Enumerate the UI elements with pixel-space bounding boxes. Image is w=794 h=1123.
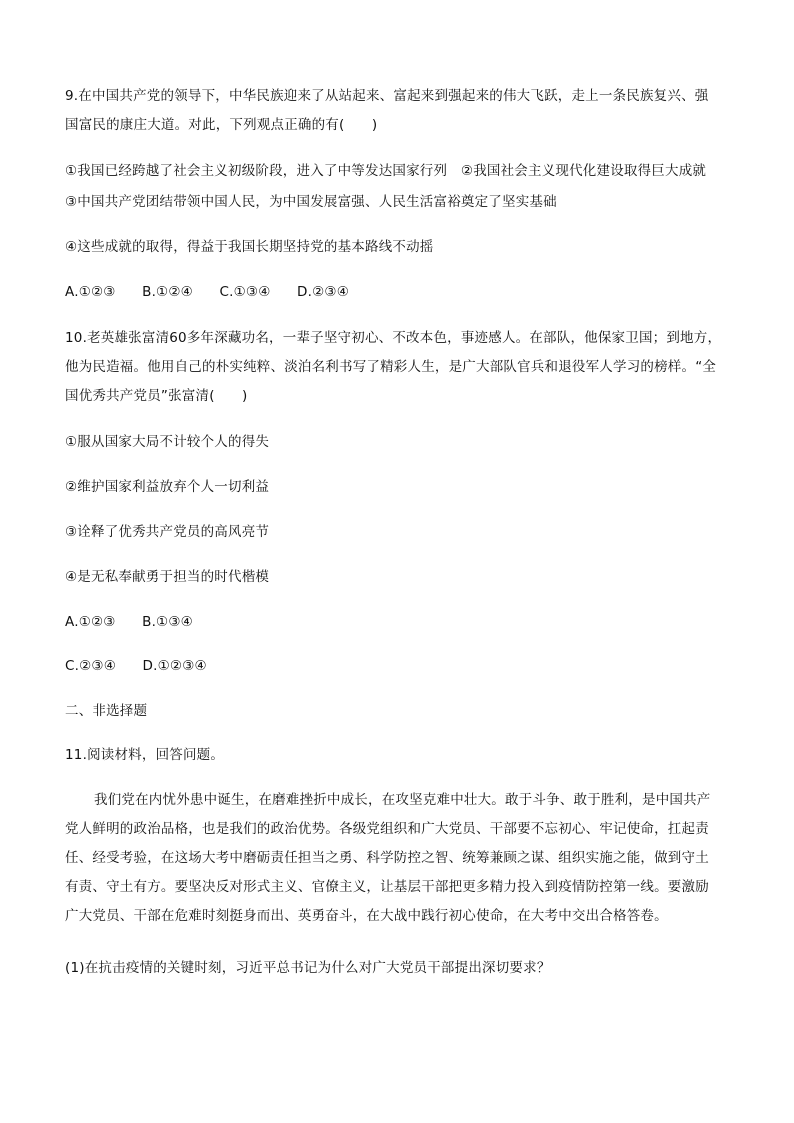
q9-statement-3: ③中国共产党团结带领中国人民，为中国发展富强、人民生活富裕奠定了坚实基础 — [65, 194, 557, 210]
q11-material-line3: 任、经受考验，在这场大考中磨砺责任担当之勇、科学防控之智、统筹兼顾之谋、组织实施之能，做到守土 — [65, 850, 709, 866]
q11-material-line1: 我们党在内忧外患中诞生，在磨难挫折中成长，在攻坚克难中壮大。敢于斗争、敢于胜利，是中国共产 — [94, 792, 711, 808]
q10-options-row1 — [65, 612, 193, 632]
q11-title: 11.阅读材料，回答问题。 — [65, 747, 225, 763]
q9-statement-4: ④这些成就的取得，得益于我国长期坚持党的基本路线不动摇 — [65, 239, 434, 255]
q10-stem-line1: 10.老英雄张富清60多年深藏功名，一辈子坚守初心、不改本色，事迹感人。在部队，他保家卫国；到地方， — [65, 330, 722, 346]
q9-stem-line1: 9.在中国共产党的领导下，中华民族迎来了从站起来、富起来到强起来的伟大飞跃，走上一条民族复兴、强 — [65, 88, 709, 104]
q11-material-line4: 有责、守土有方。要坚决反对形式主义、官僚主义，让基层干部把更多精力投入到疫情防控第一线。要激励 — [65, 879, 709, 895]
q10-option-c: C.②③④ — [65, 658, 117, 674]
q10-option-a: A.①②③ — [65, 614, 116, 630]
q11-subquestion-1: (1)在抗击疫情的关键时刻，习近平总书记为什么对广大党员干部提出深切要求？ — [65, 960, 551, 976]
q11-material-line2: 党人鲜明的政治品格，也是我们的政治优势。各级党组织和广大党员、干部要不忘初心、牢记使命，扛起责 — [65, 821, 709, 837]
q10-option-d: D.①②③④ — [142, 658, 207, 674]
q10-statement-1: ①服从国家大局不计较个人的得失 — [65, 434, 270, 450]
q9-option-c: C.①③④ — [219, 284, 271, 300]
q9-option-a: A.①②③ — [65, 284, 116, 300]
q11-material-line5: 广大党员、干部在危难时刻挺身而出、英勇奋斗，在大战中践行初心使命，在大考中交出合格答卷。 — [65, 908, 668, 924]
q10-options-row2 — [65, 656, 207, 676]
q10-statement-2: ②维护国家利益放弃个人一切利益 — [65, 479, 270, 495]
q10-stem-line3: 国优秀共产党员”张富清( ) — [65, 388, 248, 404]
q9-option-d: D.②③④ — [297, 284, 350, 300]
section-2-title: 二、非选择题 — [65, 703, 148, 719]
q10-option-b: B.①③④ — [142, 614, 193, 630]
q9-stem-line2: 国富民的康庄大道。对此，下列观点正确的有( ) — [65, 117, 378, 133]
q9-options — [65, 282, 349, 302]
q10-stem-line2: 他为民造福。他用自己的朴实纯粹、淡泊名利书写了精彩人生，是广大部队官兵和退役军人学习的榜样。“全 — [65, 359, 717, 375]
q9-statements-1-2: ①我国已经跨越了社会主义初级阶段，进入了中等发达国家行列 ②我国社会主义现代化建设取得巨大成就 — [65, 163, 707, 179]
q9-option-b: B.①②④ — [142, 284, 193, 300]
q10-statement-3: ③诠释了优秀共产党员的高风亮节 — [65, 524, 270, 540]
q10-statement-4: ④是无私奉献勇于担当的时代楷模 — [65, 569, 270, 585]
